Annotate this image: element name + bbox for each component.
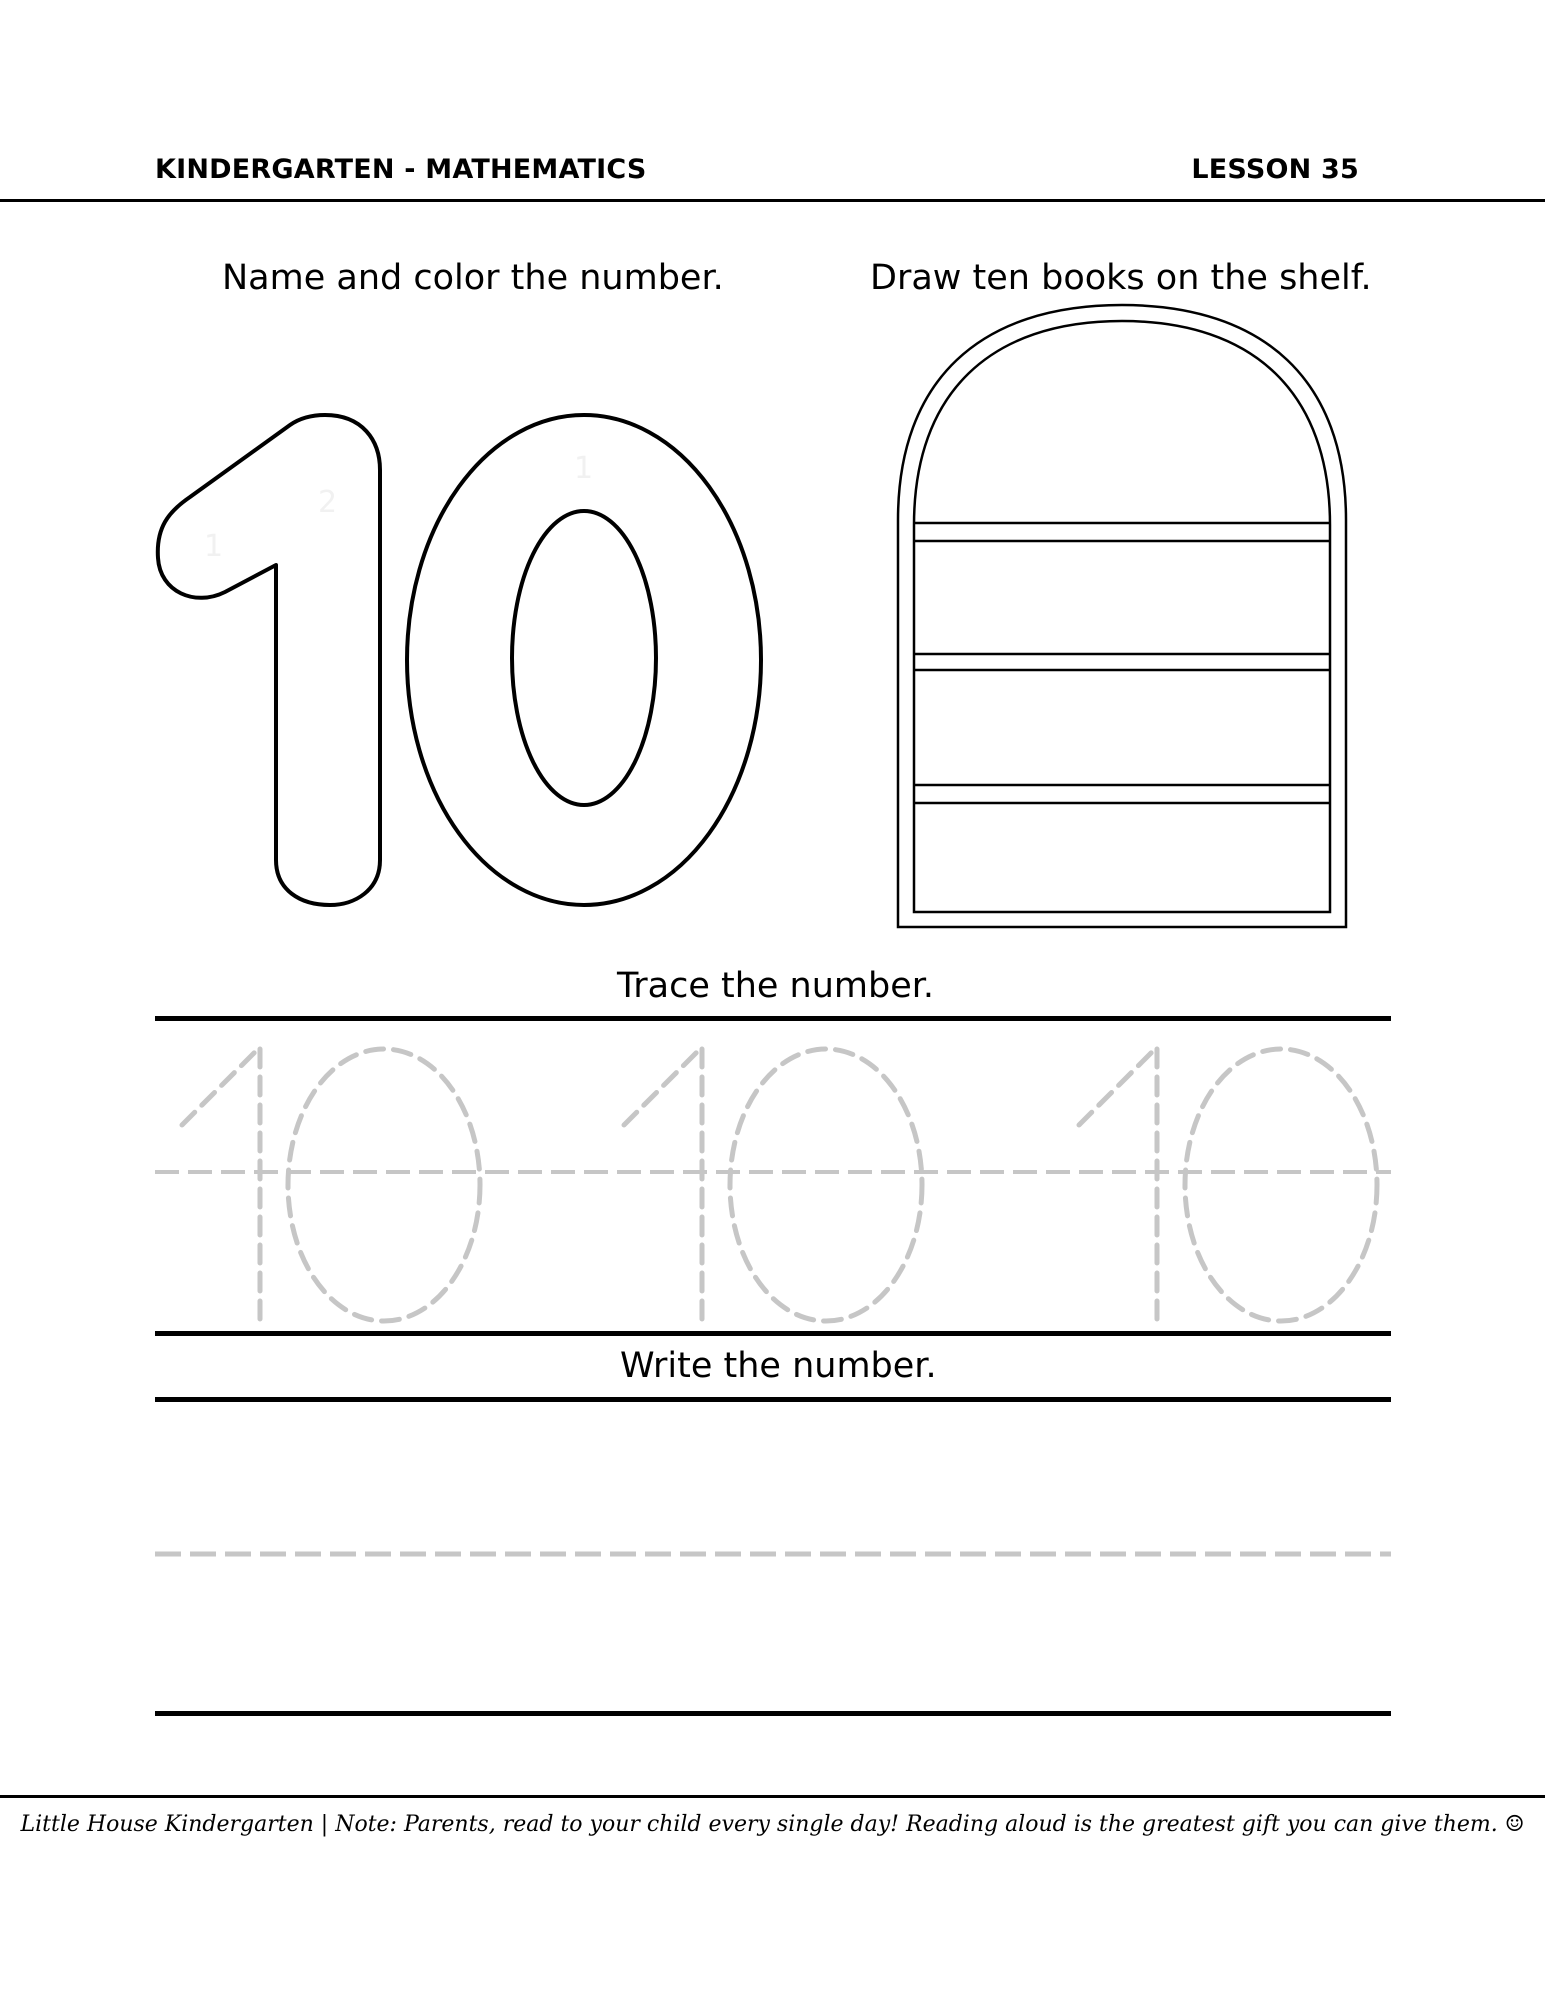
trace-instruction: Trace the number. [617, 966, 935, 1006]
lesson-number: LESSON 35 [1191, 154, 1359, 185]
subject-header: KINDERGARTEN - MATHEMATICS [155, 154, 647, 185]
trace-top-line [155, 1016, 1391, 1021]
stroke-hint: 1 [204, 529, 224, 564]
name-and-color-instruction: Name and color the number. [222, 258, 724, 298]
stroke-hint: 2 [318, 485, 338, 520]
bookshelf-outer-frame [898, 305, 1346, 927]
stroke-hint: 1 [574, 451, 594, 486]
draw-books-instruction: Draw ten books on the shelf. [870, 258, 1372, 298]
outline-digit-zero-inner [512, 511, 656, 805]
footer-divider [0, 1795, 1545, 1798]
write-bottom-line [155, 1711, 1391, 1716]
traceable-number [182, 1049, 1377, 1321]
footer-note: Little House Kindergarten | Note: Parents, read to your child every single day! Reading aloud is the greatest gift you can give them. ☺ [20, 1812, 1525, 1837]
bookshelf-inner-frame [914, 321, 1330, 912]
write-instruction: Write the number. [620, 1346, 937, 1386]
outline-digit-zero-outer [407, 415, 761, 905]
write-top-line [155, 1397, 1391, 1402]
trace-bottom-line [155, 1331, 1391, 1336]
bookshelf [898, 305, 1346, 927]
outline-digit-one [158, 415, 380, 905]
